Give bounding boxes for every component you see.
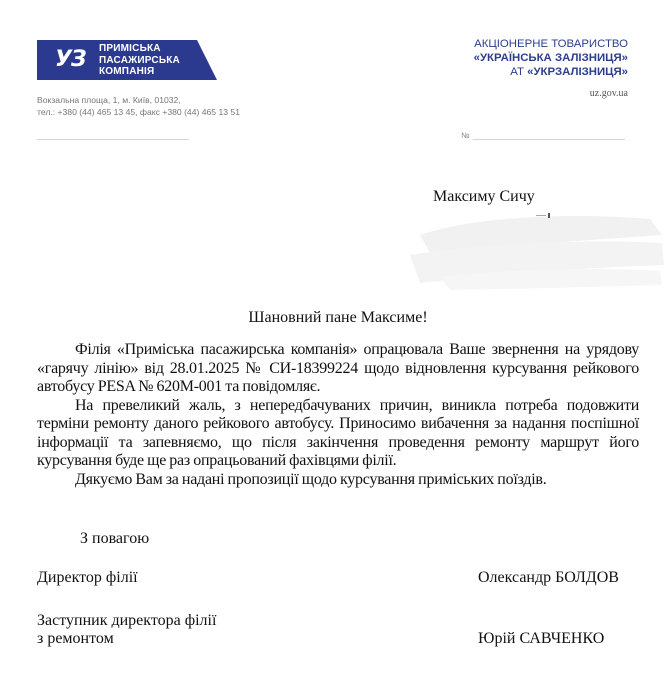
- company-name: [99, 43, 180, 78]
- date-line: [37, 139, 189, 140]
- org-line-3-prefix: АТ: [510, 66, 528, 78]
- company-address: [37, 94, 240, 118]
- org-line-3: [474, 65, 628, 79]
- number-label: №: [461, 131, 470, 140]
- signer-2-title: [37, 612, 216, 648]
- signer-2-title-line-1: Заступник директора філії: [37, 612, 217, 629]
- org-line-1: АКЦІОНЕРНЕ ТОВАРИСТВО: [474, 38, 628, 50]
- paragraph-3: Дякуємо Вам за надані пропозиції щодо курсування приміських поїздів.: [75, 470, 547, 488]
- address-line-1: Вокзальна площа, 1, м. Київ, 01032,: [37, 95, 181, 105]
- signer-2-title-line-2: з ремонтом: [37, 630, 114, 647]
- company-logo: [37, 40, 217, 80]
- company-name-line-1: ПРИМІСЬКА: [99, 43, 161, 54]
- recipient-name: Максиму Сичу: [433, 188, 535, 205]
- number-line: [473, 139, 625, 140]
- uz-logo-mark: УЗ: [55, 47, 86, 72]
- company-name-line-3: КОМПАНІЯ: [99, 66, 155, 77]
- org-line-3-bold: «УКРЗАЛІЗНИЦЯ»: [527, 66, 628, 78]
- company-name-line-2: ПАСАЖИРСЬКА: [99, 54, 180, 66]
- website-link[interactable]: uz.gov.ua: [589, 88, 628, 99]
- address-line-2: тел.: +380 (44) 465 13 45, факс +380 (44) 465 13 51: [37, 107, 240, 117]
- redacted-address: [400, 205, 666, 290]
- paragraph-2: На превеликий жаль, з непередбачуваних причин, виникла потреба подовжити терміни ремонту даного рейкового автобусу. Приносимо вибачення за надання поспішної інформації та запевняємо, що після закінчення проведення ремонту маршрут його курсування буде ще раз опрацьований фахівцями філії.: [37, 396, 639, 469]
- closing: З повагою: [80, 530, 150, 547]
- signer-1-title: Директор філії: [37, 569, 138, 586]
- redaction-brush-icon: [400, 205, 666, 290]
- signer-2-name: Юрій САВЧЕНКО: [478, 630, 605, 647]
- signer-1-name: Олександр БОЛДОВ: [478, 569, 619, 586]
- org-line-2: «УКРАЇНСЬКА ЗАЛІЗНИЦЯ»: [473, 52, 628, 64]
- salutation: Шановний пане Максиме!: [248, 309, 428, 326]
- parent-organization: [474, 37, 628, 79]
- paragraph-1: Філія «Приміська пасажирська компанія» опрацювала Ваше звернення на урядову «гарячу лінію» від 28.01.2025 № СИ-18399224 щодо відновлення курсування рейкового автобусу PESA № 620М-001 та повідомляє.: [37, 341, 639, 395]
- letter-body: [37, 341, 639, 489]
